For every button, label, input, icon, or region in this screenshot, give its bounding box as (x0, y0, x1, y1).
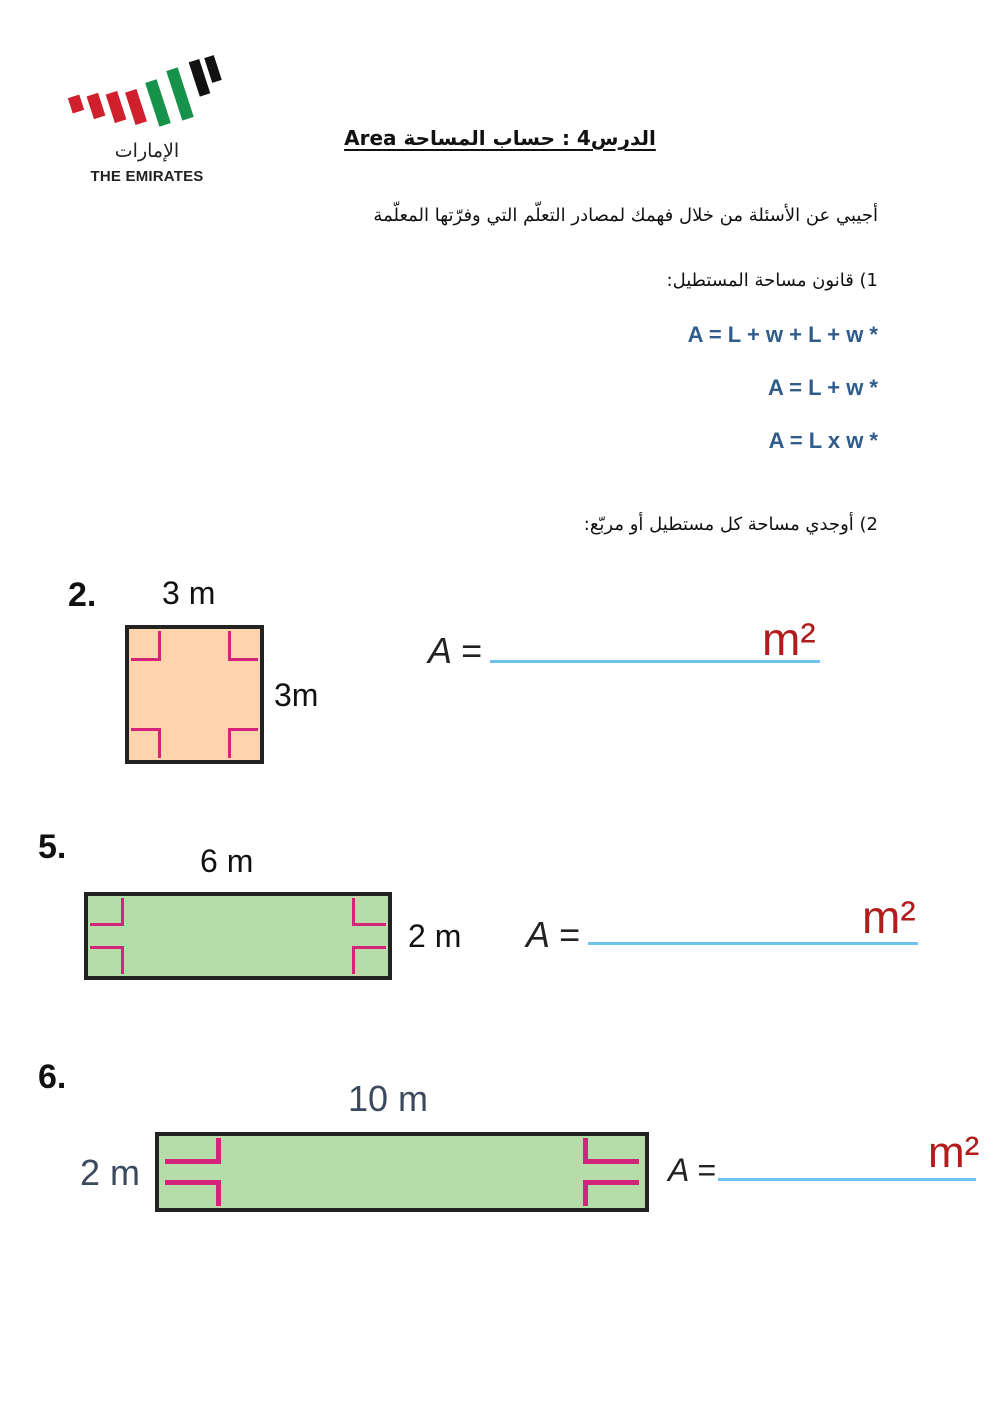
right-angle-marker (165, 1138, 221, 1164)
unit-label: m² (928, 1128, 980, 1177)
area-equation-label: A = (526, 914, 580, 955)
right-angle-marker (131, 728, 161, 758)
instructions-text: أجيبي عن الأسئلة من خلال فهمك لمصادر التعلّم التي وفرّتها المعلّمة (373, 205, 878, 226)
rectangle-shape (155, 1132, 649, 1212)
rectangle-top-dimension: 6 m (200, 843, 254, 879)
answer-input-line[interactable] (718, 1178, 976, 1181)
answer-option-2[interactable]: A = L + w * (767, 375, 878, 400)
square-top-dimension: 3 m (162, 575, 216, 611)
right-angle-marker (131, 631, 161, 661)
rectangle-side-dimension: 2 m (80, 1152, 141, 1193)
area-equation-label: A = (428, 630, 482, 671)
question-1-label: 1) قانون مساحة المستطيل: (666, 270, 878, 291)
right-angle-marker (228, 631, 258, 661)
logo-english-text: THE EMIRATES (90, 168, 204, 185)
problem-number: 5. (38, 828, 67, 866)
rectangle-shape (84, 892, 392, 980)
right-angle-marker (90, 946, 124, 974)
right-angle-marker (352, 898, 386, 926)
unit-label: m² (762, 613, 816, 665)
right-angle-marker (228, 728, 258, 758)
question-2-label: 2) أوجدي مساحة كل مستطيل أو مربّع: (583, 514, 878, 535)
answer-option-3[interactable]: A = L x w * (768, 428, 878, 453)
right-angle-marker (583, 1138, 639, 1164)
area-equation-label: A = (668, 1152, 716, 1188)
answer-option-1[interactable]: A = L + w + L + w * (687, 322, 878, 347)
right-angle-marker (583, 1180, 639, 1206)
right-angle-marker (352, 946, 386, 974)
problem-number: 6. (38, 1058, 67, 1096)
right-angle-marker (90, 898, 124, 926)
rectangle-side-dimension: 2 m (408, 918, 462, 954)
logo-arabic-text: الإمارات (114, 140, 180, 162)
problem-number: 2. (68, 576, 97, 614)
page-title (0, 126, 1000, 150)
right-angle-marker (165, 1180, 221, 1206)
unit-label: m² (862, 891, 916, 943)
square-shape (125, 625, 264, 764)
rectangle-top-dimension: 10 m (348, 1078, 429, 1119)
square-side-dimension: 3m (274, 677, 319, 713)
page-title-text: الدرس4 : حساب المساحة Area (344, 126, 656, 150)
